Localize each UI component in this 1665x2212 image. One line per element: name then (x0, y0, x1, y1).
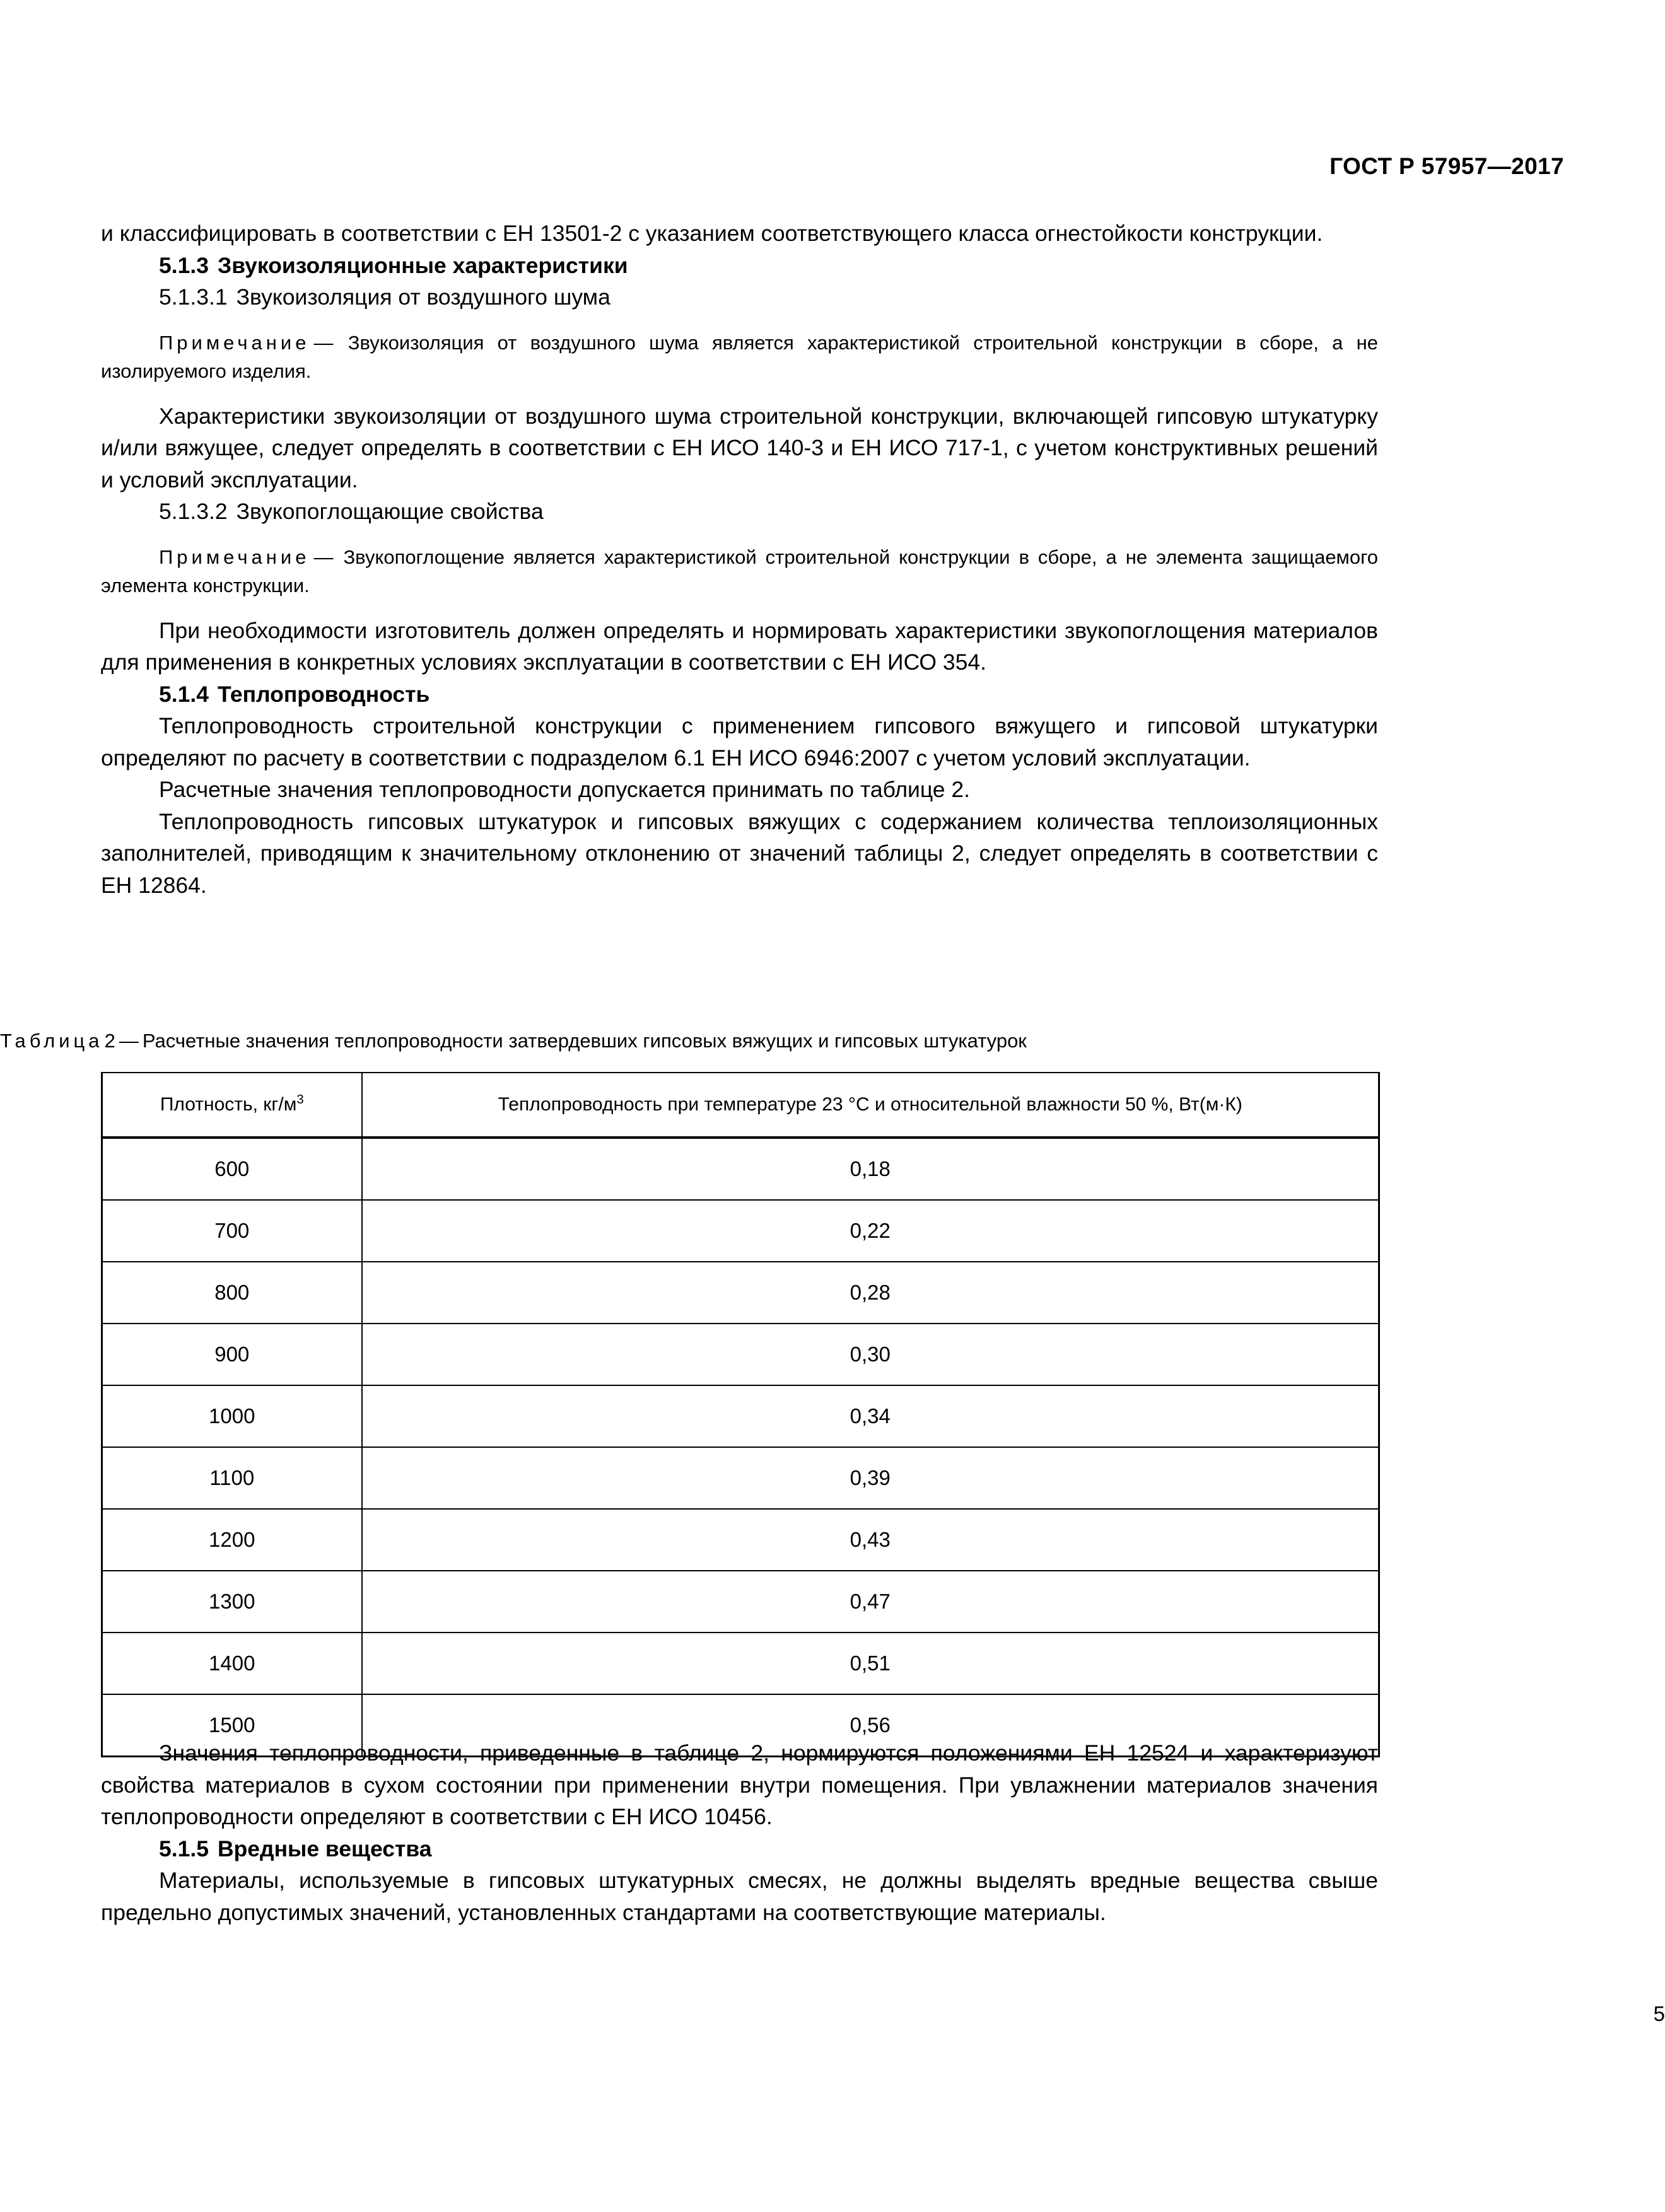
table-row (102, 1324, 1379, 1385)
paragraph-conductivity-2: Расчетные значения теплопроводности допускается принимать по таблице 2. (159, 777, 971, 802)
heading-5-1-4-number: 5.1.4 (159, 681, 209, 707)
cell-density: 1000 (102, 1385, 362, 1447)
note-text: Звукопоглощение является характеристикой строительной конструкции в сборе, а не элемента защищаемого элемента конструкции. (101, 545, 1378, 597)
cell-conductivity: 0,18 (362, 1138, 1379, 1200)
note-air-sound-insulation (101, 329, 1378, 385)
cell-conductivity: 0,43 (362, 1509, 1379, 1571)
table-head (102, 1073, 1379, 1138)
after-table-text-block (101, 1737, 1378, 1928)
note-label: Примечание (159, 545, 310, 568)
paragraph-conductivity-3: Теплопроводность гипсовых штукатурок и гипсовых вяжущих с содержанием количества теплоизоляционных заполнителей, приводящим к значительному отклонению от значений таблицы 2, следует определять в соответствии с ЕН 12864. (101, 808, 1378, 898)
cell-conductivity: 0,34 (362, 1385, 1379, 1447)
cell-conductivity: 0,28 (362, 1262, 1379, 1324)
heading-5-1-5-title: Вредные вещества (217, 1836, 432, 1861)
cell-conductivity: 0,39 (362, 1447, 1379, 1509)
paragraph-intro: и классифицировать в соответствии с ЕН 13501-2 с указанием соответствующего класса огнестойкости конструкции. (101, 221, 1323, 246)
table-row (102, 1262, 1379, 1324)
table-row (102, 1138, 1379, 1200)
table-row (102, 1571, 1379, 1633)
column-header-density-exponent: 3 (296, 1093, 304, 1107)
table-row (102, 1200, 1379, 1262)
note-sound-absorption (101, 543, 1378, 600)
heading-5-1-4-title: Теплопроводность (217, 681, 430, 707)
spacer (101, 600, 1378, 615)
standard-identifier: ГОСТ Р 57957—2017 (1329, 153, 1564, 179)
table-body (102, 1138, 1379, 1757)
thermal-conductivity-table (101, 1072, 1380, 1757)
table-header-row (102, 1073, 1379, 1138)
note-label: Примечание (159, 331, 310, 354)
subheading-5-1-3-2-number: 5.1.3.2 (159, 499, 228, 524)
cell-conductivity: 0,30 (362, 1324, 1379, 1385)
note-text: Звукоизоляция от воздушного шума является характеристикой строительной конструкции в сборе, а не изолируемого изделия. (101, 331, 1378, 382)
cell-density: 1400 (102, 1633, 362, 1694)
table-caption-text: Расчетные значения теплопроводности затвердевших гипсовых вяжущих и гипсовых штукатурок (142, 1030, 1027, 1052)
spacer (101, 385, 1378, 400)
document-running-header (0, 153, 1564, 180)
subheading-5-1-3-1 (101, 281, 1378, 313)
cell-conductivity: 0,51 (362, 1633, 1379, 1694)
column-header-density-text: Плотность, кг/м (160, 1094, 297, 1115)
table-2-caption (0, 1028, 1277, 1054)
table-row (102, 1633, 1379, 1694)
cell-density: 800 (102, 1262, 362, 1324)
paragraph-conductivity-1: Теплопроводность строительной конструкции с применением гипсового вяжущего и гипсовой штукатурки определяют по расчету в соответствии с подразделом 6.1 ЕН ИСО 6946:2007 с учетом условий эксплуатации. (101, 713, 1378, 771)
table-row (102, 1385, 1379, 1447)
page-number: 5 (1653, 2002, 1665, 2025)
subheading-5-1-3-1-number: 5.1.3.1 (159, 284, 228, 310)
paragraph-sound-insulation: Характеристики звукоизоляции от воздушного шума строительной конструкции, включающей гипсовую штукатурку и/или вяжущее, следует определять в соответствии с ЕН ИСО 140-3 и ЕН ИСО 717-1, с учетом конструктивных решений и условий эксплуатации. (101, 403, 1378, 492)
heading-5-1-3 (101, 250, 1378, 282)
cell-density: 600 (102, 1138, 362, 1200)
table-caption-label: Таблица (0, 1030, 103, 1052)
cell-density: 1500 (102, 1694, 362, 1757)
subheading-5-1-3-1-title: Звукоизоляция от воздушного шума (236, 284, 610, 310)
paragraph-after-table: Значения теплопроводности, приведенные в таблице 2, нормируются положениями ЕН 12524 и характеризуют свойства материалов в сухом состоянии при применении внутри помещения. При увлажнении материалов значения теплопроводности определяют в соответствии с ЕН ИСО 10456. (101, 1740, 1378, 1829)
page-footer (101, 2002, 1665, 2026)
heading-5-1-3-number: 5.1.3 (159, 252, 209, 278)
table-caption-number: 2 (104, 1030, 115, 1052)
cell-density: 900 (102, 1324, 362, 1385)
paragraph-harmful-substances: Материалы, используемые в гипсовых штукатурных смесях, не должны выделять вредные вещества свыше предельно допустимых значений, установленных стандартами на соответствующие материалы. (101, 1868, 1378, 1925)
spacer (101, 313, 1378, 329)
cell-density: 1200 (102, 1509, 362, 1571)
main-text-block (101, 218, 1378, 901)
cell-conductivity: 0,22 (362, 1200, 1379, 1262)
heading-5-1-5 (101, 1833, 1378, 1865)
column-header-density (102, 1073, 362, 1138)
heading-5-1-3-title: Звукоизоляционные характеристики (217, 252, 628, 278)
cell-density: 1100 (102, 1447, 362, 1509)
column-header-conductivity: Теплопроводность при температуре 23 °С и относительной влажности 50 %, Вт(м·К) (362, 1073, 1379, 1138)
heading-5-1-5-number: 5.1.5 (159, 1836, 209, 1861)
subheading-5-1-3-2-title: Звукопоглощающие свойства (236, 499, 544, 524)
note-dash: — (313, 331, 334, 354)
note-dash: — (313, 545, 334, 568)
cell-conductivity: 0,47 (362, 1571, 1379, 1633)
cell-density: 700 (102, 1200, 362, 1262)
subheading-5-1-3-2 (101, 496, 1378, 528)
heading-5-1-4 (101, 678, 1378, 711)
table-row (102, 1447, 1379, 1509)
cell-density: 1300 (102, 1571, 362, 1633)
cell-conductivity: 0,56 (362, 1694, 1379, 1757)
table-row (102, 1509, 1379, 1571)
table-caption-dash: — (119, 1030, 139, 1052)
paragraph-sound-absorption: При необходимости изготовитель должен определять и нормировать характеристики звукопоглощения материалов для применения в конкретных условиях эксплуатации в соответствии с ЕН ИСО 354. (101, 617, 1378, 675)
spacer (101, 528, 1378, 543)
